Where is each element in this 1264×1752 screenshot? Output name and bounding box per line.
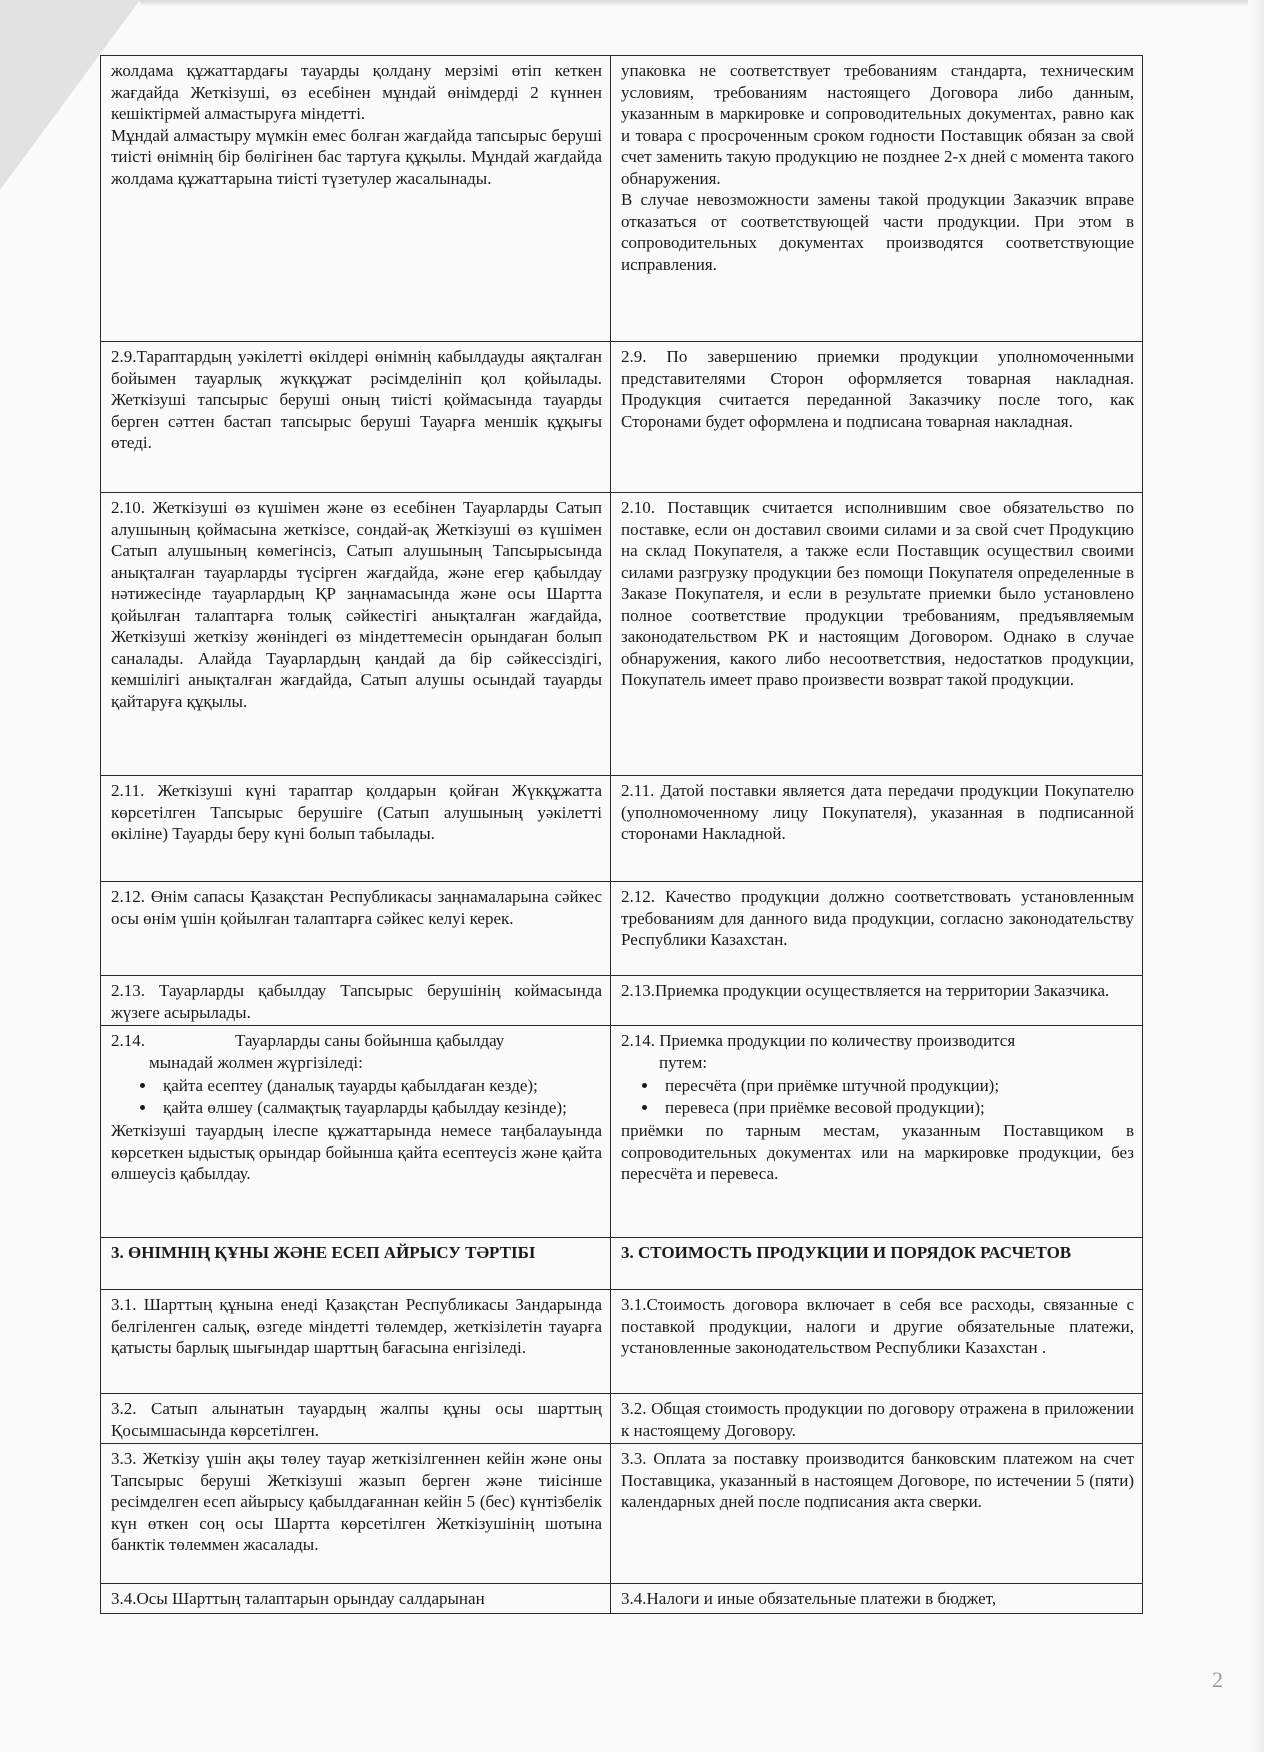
contract-document xyxy=(100,55,1142,1614)
list-item: • пересчёта (при приёмке штучной продукции); xyxy=(659,1075,1134,1097)
table-row-2-8-continued xyxy=(101,56,1143,342)
russian-section-heading: 3. СТОИМОСТЬ ПРОДУКЦИИ И ПОРЯДОК РАСЧЕТОВ xyxy=(611,1238,1143,1290)
kazakh-cell: 3.3. Жеткізу үшін ақы төлеу тауар жеткізілгеннен кейін және оны Тапсырыс беруші Жеткізуші жазып берген және тиісінше ресімделген есеп айырысу қабылдағаннан кейін 5 (бес) күнтізбелік күн өткен соң осы Шартта көрсетілген Жеткізушінің шотына банктік төлеммен жасалады. xyxy=(101,1444,611,1584)
kazakh-list-heading: 2.14. Тауарларды саны бойынша қабылдау xyxy=(111,1031,505,1050)
russian-cell: 3.2. Общая стоимость продукции по договору отражена в приложении к настоящему Договору. xyxy=(611,1394,1143,1444)
list-item: • перевеса (при приёмке весовой продукции); xyxy=(659,1097,1134,1119)
page-number: 2 xyxy=(1212,1667,1223,1692)
kazakh-list-heading-continued: мынадай жолмен жүргізіледі: xyxy=(149,1052,363,1072)
table-row-3-1 xyxy=(101,1290,1143,1394)
section-3-heading-row xyxy=(101,1238,1143,1290)
russian-list-heading-continued: путем: xyxy=(659,1052,708,1072)
table-row-2-13 xyxy=(101,976,1143,1026)
russian-list-heading: 2.14. Приемка продукции по количеству производится xyxy=(621,1031,1016,1050)
page-top-edge xyxy=(140,0,1264,6)
bilingual-contract-table xyxy=(100,55,1143,1614)
russian-cell xyxy=(611,56,1143,342)
table-row-2-10 xyxy=(101,493,1143,776)
table-row-3-2 xyxy=(101,1394,1143,1444)
table-row-2-14 xyxy=(101,1026,1143,1238)
page-right-edge xyxy=(1248,0,1264,1752)
russian-cell: 3.3. Оплата за поставку производится банковским платежом на счет Поставщика, указанный в настоящем Договоре, по истечении 5 (пяти) календарных дней после подписания акта сверки. xyxy=(611,1444,1143,1584)
russian-cell: 3.1.Стоимость договора включает в себя все расходы, связанные с поставкой продукции, налоги и другие обязательные платежи, установленные законодательством Республики Казахстан . xyxy=(611,1290,1143,1394)
kazakh-section-heading: 3. ӨНІМНІҢ ҚҰНЫ ЖӘНЕ ЕСЕП АЙРЫСУ ТӘРТІБІ xyxy=(101,1238,611,1290)
kazakh-cell: 3.2. Сатып алынатын тауардың жалпы құны осы шарттың Қосымшасында көрсетілген. xyxy=(101,1394,611,1444)
kazakh-cell: 3.4.Осы Шарттың талаптарын орындау салдарынан xyxy=(101,1584,611,1614)
table-row-3-3 xyxy=(101,1444,1143,1584)
list-item: • қайта өлшеу (салмақтық тауарларды қабылдау кезінде); xyxy=(157,1097,602,1119)
russian-cell: 2.10. Поставщик считается исполнившим свое обязательство по поставке, если он доставил своими силами и за свой счет Продукцию на склад Покупателя, а также если Поставщик осуществил своими силами разгрузку продукции без помощи Покупателя определенные в Заказе Покупателя, и если в результате приемки было установлено полное соответствие продукции требованиям, предъявляемым законодательством РК и настоящим Договором. Однако в случае обнаружения, какого либо несоответствия, недостатков продукции, Покупатель имеет право произвести возврат такой продукции. xyxy=(611,493,1143,776)
kazakh-cell: 2.12. Өнім сапасы Қазақстан Республикасы заңнамаларына сәйкес осы өнім үшін қойылған талаптарға сәйкес келуі керек. xyxy=(101,882,611,976)
kazakh-cell: 2.11. Жеткізуші күні тараптар қолдарын қойған Жүкқұжатта көрсетілген Тапсырыс берушіге (Сатып алушының уәкілетті өкіліне) Тауарды беру күні болып табылады. xyxy=(101,776,611,882)
table-row-2-9 xyxy=(101,342,1143,493)
table-row-3-4 xyxy=(101,1584,1143,1614)
russian-cell: 3.4.Налоги и иные обязательные платежи в бюджет, xyxy=(611,1584,1143,1614)
russian-bullet-list xyxy=(621,1075,1134,1118)
russian-cell xyxy=(611,1026,1143,1238)
kazakh-cell xyxy=(101,56,611,342)
russian-paragraph: упаковка не соответствует требованиям стандарта, техническим условиям, требованиям настоящего Договора либо данным, указанным в маркировке и сопроводительных документах, равно как и товара с просроченным сроком годности Поставщик обязан за свой счет заменить такую продукцию не позднее 2-х дней с момента такого обнаружения. xyxy=(621,61,1134,188)
kazakh-cell: 2.13. Тауарларды қабылдау Тапсырыс берушінің коймасында жүзеге асырылады. xyxy=(101,976,611,1026)
list-item: • қайта есептеу (даналық тауарды қабылдаған кезде); xyxy=(157,1075,602,1097)
kazakh-cell: 2.9.Тараптардың уәкілетті өкілдері өнімнің кабылдауды аяқталған бойымен тауарлық жүкқұжат рәсімделініп қол қойылады. Жеткізуші тапсырыс беруші оның тиісті қоймасында тауарды берген сәттен бастап тапсырыс беруші Тауарға меншік құқығы өтеді. xyxy=(101,342,611,493)
kazakh-bullet-list xyxy=(111,1075,602,1118)
kazakh-paragraph: Жеткізуші тауардың ілеспе құжаттарында немесе таңбалауында көрсеткен ыдыстық орындар бойынша қайта есептеусіз және қайта өлшеусіз қабылдау. xyxy=(111,1121,602,1183)
russian-paragraph: приёмки по тарным местам, указанным Поставщиком в сопроводительных документах или на маркировке продукции, без пересчёта и перевеса. xyxy=(621,1121,1134,1183)
kazakh-paragraph: жолдама құжаттардағы тауарды қолдану мерзімі өтіп кеткен жағдайда Жеткізуші, өз есебінен мұндай өнімдерді 2 күннен кешіктірмей алмастыруға міндетті. xyxy=(111,61,602,123)
kazakh-cell: 2.10. Жеткізуші өз күшімен және өз есебінен Тауарларды Сатып алушының қоймасына жеткізсе, сондай-ақ Жеткізуші өз күшімен Сатып алушының көмегінсіз, Сатып алушының Тапсырысында анықталған тауарларды түсірген жағдайда, және егер қабылдау нәтижесінде тауарлардың ҚР заңнамасында және осы Шартта қойылған талаптарға толық сәйкестігі анықталған жағдайда, Жеткізуші жеткізу жөніндегі өз міндеттемесін орындаған болып саналады. Алайда Тауарлардың қандай да бір сәйкессіздігі, кемшілігі анықталған жағдайда, Сатып алушы осындай тауарды қайтаруға құқылы. xyxy=(101,493,611,776)
russian-cell: 2.9. По завершению приемки продукции уполномоченными представителями Сторон оформляется товарная накладная. Продукция считается переданной Заказчику после того, как Сторонами будет оформлена и подписана товарная накладная. xyxy=(611,342,1143,493)
table-row-2-12 xyxy=(101,882,1143,976)
russian-cell: 2.11. Датой поставки является дата передачи продукции Покупателю (уполномоченному лицу Покупателя), указанная в подписанной сторонами Накладной. xyxy=(611,776,1143,882)
kazakh-cell: 3.1. Шарттың құнына енеді Қазақстан Республикасы Зандарында белгіленген салық, өзгеде міндетті төлемдер, жеткізілетін тауарға қатысты барлық шығындар шарттың бағасына енгізіледі. xyxy=(101,1290,611,1394)
russian-cell: 2.13.Приемка продукции осуществляется на территории Заказчика. xyxy=(611,976,1143,1026)
russian-cell: 2.12. Качество продукции должно соответствовать установленным требованиям для данного вида продукции, согласно законодательству Республики Казахстан. xyxy=(611,882,1143,976)
kazakh-paragraph: Мұндай алмастыру мүмкін емес болған жағдайда тапсырыс беруші тиісті өнімнің бір бөлігінен бас тартуға құқылы. Мұндай жағдайда жолдама құжаттарына тиісті түзетулер жасалынады. xyxy=(111,125,602,188)
kazakh-cell xyxy=(101,1026,611,1238)
russian-paragraph: В случае невозможности замены такой продукции Заказчик вправе отказаться от соответствующей части продукции. При этом в сопроводительных документах производятся соответствующие исправления. xyxy=(621,190,1134,274)
table-row-2-11 xyxy=(101,776,1143,882)
